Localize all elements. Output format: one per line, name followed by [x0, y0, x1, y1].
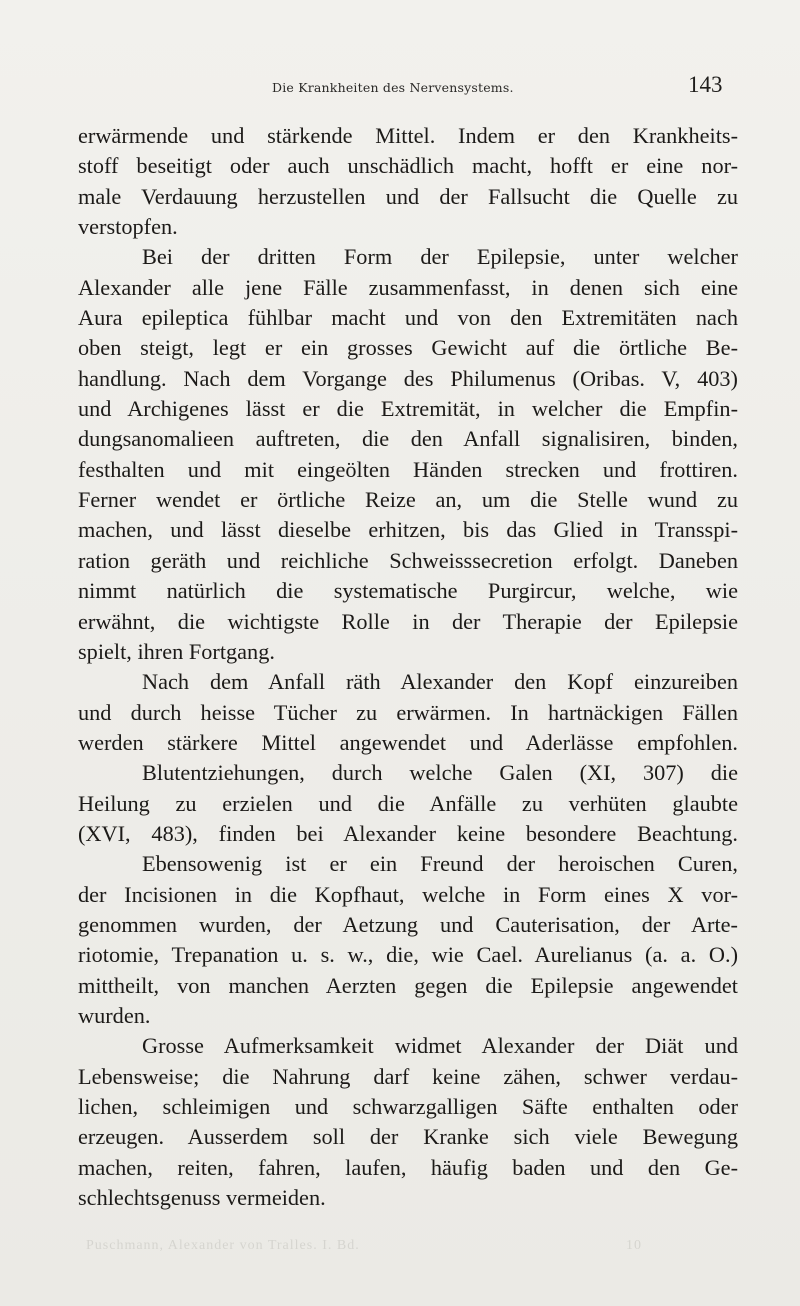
text-line: festhalten und mit eingeölten Händen strecken und frottiren.: [78, 456, 738, 482]
body-text: [78, 121, 738, 1213]
sheet-number: 10: [626, 1238, 642, 1253]
text-line: dungsanomalieen auftreten, die den Anfall signalisiren, binden,: [78, 426, 738, 452]
text-line: spielt, ihren Fortgang.: [78, 638, 275, 664]
running-title: Die Krankheiten des Nervensystems.: [272, 80, 514, 95]
text-line: Alexander alle jene Fälle zusammenfasst, in denen sich eine: [78, 274, 738, 300]
text-line: (XVI, 483), finden bei Alexander keine besondere Beachtung.: [78, 820, 738, 846]
text-line: Bei der dritten Form der Epilepsie, unter welcher: [142, 244, 738, 270]
text-line: ration geräth und reichliche Schweisssecretion erfolgt. Daneben: [78, 547, 738, 573]
text-line: und durch heisse Tücher zu erwärmen. In hartnäckigen Fällen: [78, 699, 738, 725]
text-line: machen, reiten, fahren, laufen, häufig baden und den Ge-: [78, 1154, 738, 1180]
text-line: Ebensowenig ist er ein Freund der heroischen Curen,: [142, 851, 738, 877]
text-line: machen, und lässt dieselbe erhitzen, bis das Glied in Transspi-: [78, 517, 738, 543]
text-line: Lebensweise; die Nahrung darf keine zähen, schwer verdau-: [78, 1063, 738, 1089]
signature-mark: Puschmann, Alexander von Tralles. I. Bd.: [86, 1238, 360, 1253]
text-line: erwähnt, die wichtigste Rolle in der Therapie der Epilepsie: [78, 608, 738, 634]
text-line: handlung. Nach dem Vorgange des Philumenus (Oribas. V, 403): [78, 365, 738, 391]
text-line: oben steigt, legt er ein grosses Gewicht auf die örtliche Be-: [78, 335, 738, 361]
text-line: verstopfen.: [78, 214, 178, 240]
text-line: der Incisionen in die Kopfhaut, welche in Form eines X vor-: [78, 881, 738, 907]
text-line: riotomie, Trepanation u. s. w., die, wie Cael. Aurelianus (a. a. O.): [78, 942, 738, 968]
text-line: male Verdauung herzustellen und der Fallsucht die Quelle zu: [78, 183, 738, 209]
text-line: Aura epileptica fühlbar macht und von den Extremitäten nach: [78, 305, 738, 331]
page-number: 143: [688, 72, 723, 97]
text-line: Heilung zu erzielen und die Anfälle zu verhüten glaubte: [78, 790, 738, 816]
text-line: schlechtsgenuss vermeiden.: [78, 1185, 326, 1211]
text-line: lichen, schleimigen und schwarzgalligen Säfte enthalten oder: [78, 1094, 738, 1119]
text-line: nimmt natürlich die systematische Purgircur, welche, wie: [78, 578, 738, 604]
text-line: mittheilt, von manchen Aerzten gegen die Epilepsie angewendet: [78, 972, 738, 998]
text-line: stoff beseitigt oder auch unschädlich macht, hofft er eine nor-: [78, 153, 738, 179]
show-through-footer: [86, 1238, 706, 1258]
text-line: und Archigenes lässt er die Extremität, in welcher die Empfin-: [78, 396, 738, 422]
text-line: Blutentziehungen, durch welche Galen (XI, 307) die: [142, 760, 738, 786]
text-line: Ferner wendet er örtliche Reize an, um die Stelle wund zu: [78, 487, 738, 513]
text-line: werden stärkere Mittel angewendet und Aderlässe empfohlen.: [78, 729, 738, 755]
text-line: Nach dem Anfall räth Alexander den Kopf einzureiben: [142, 669, 738, 695]
text-line: genommen wurden, der Aetzung und Cauterisation, der Arte-: [78, 911, 738, 937]
text-line: erwärmende und stärkende Mittel. Indem er den Krankheits-: [78, 123, 738, 148]
text-line: Grosse Aufmerksamkeit widmet Alexander der Diät und: [142, 1033, 738, 1059]
text-line: erzeugen. Ausserdem soll der Kranke sich viele Bewegung: [78, 1124, 738, 1150]
text-line: wurden.: [78, 1002, 151, 1028]
